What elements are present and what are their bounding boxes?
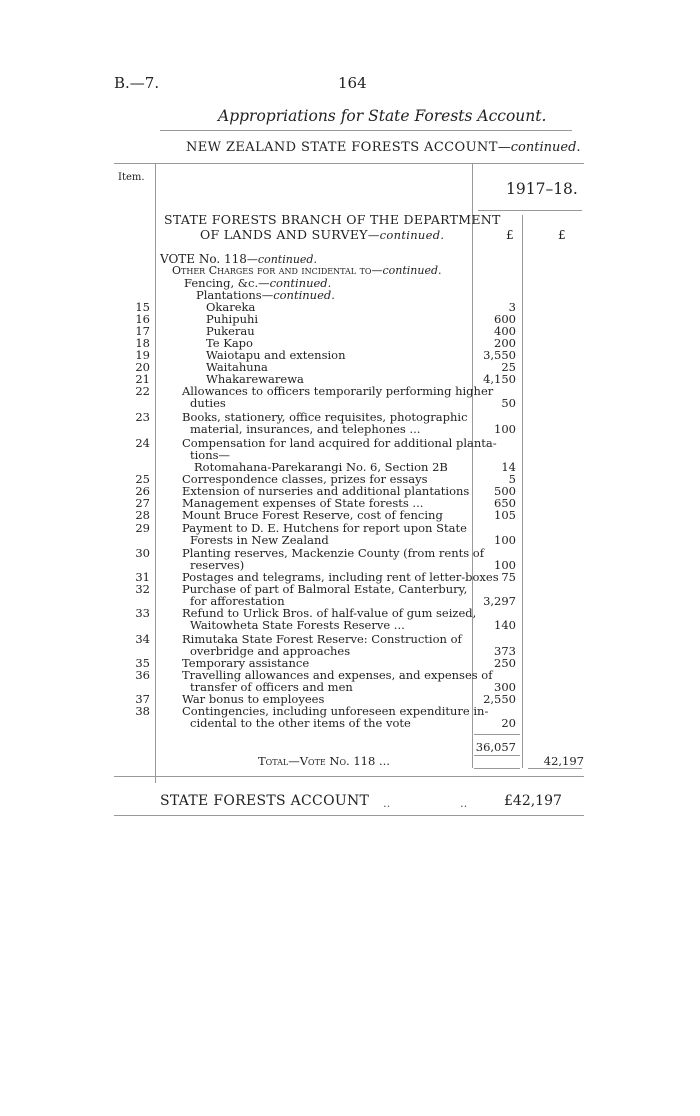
total-rule (474, 768, 520, 769)
item-number: 20 (135, 360, 150, 374)
footer-leader-1: .. (383, 796, 391, 810)
subtotal-under-rule (474, 755, 520, 756)
row-description: Purchase of part of Balmoral Estate, Canterbury, (182, 582, 468, 596)
plantations-text: Plantations (196, 288, 262, 302)
row-amount: 2,550 (483, 692, 516, 706)
item-number: 19 (135, 348, 150, 362)
row-amount: 300 (494, 680, 516, 694)
branch-title-line2 (200, 227, 444, 242)
row-description: Waiotapu and extension (206, 348, 346, 362)
row-amount: 5 (508, 472, 516, 486)
total-rule-right (528, 768, 582, 769)
item-number: 30 (135, 546, 150, 560)
footer-label: STATE FORESTS ACCOUNT (160, 793, 370, 809)
row-description: Puhipuhi (206, 312, 259, 326)
item-column-rule (155, 163, 156, 783)
year-rule (478, 210, 582, 211)
row-amount: 100 (494, 422, 516, 436)
row-description: Okareka (206, 300, 256, 314)
row-description-cont: Waitowheta State Forests Reserve ... (190, 618, 405, 632)
branch-title-line1: STATE FORESTS BRANCH OF THE DEPARTMENT (164, 212, 501, 227)
row-description: Rimutaka State Forest Reserve: Construction of (182, 632, 462, 646)
item-number: 33 (135, 606, 150, 620)
vote-heading-continued: —continued. (246, 253, 317, 266)
footer-amount: £42,197 (504, 793, 562, 809)
item-number: 26 (135, 484, 150, 498)
item-number: 16 (135, 312, 150, 326)
header-rule (160, 130, 572, 131)
fencing-text: Fencing, &c. (184, 276, 259, 290)
row-description: Temporary assistance (182, 656, 310, 670)
row-description: Refund to Urlick Bros. of half-value of gum seized, (182, 606, 477, 620)
row-amount: 25 (501, 360, 516, 374)
account-title (186, 140, 581, 155)
row-description-cont: reserves) (190, 558, 245, 572)
footer-rule (114, 815, 584, 816)
row-description: Whakarewarewa (206, 372, 304, 386)
row-description: Planting reserves, Mackenzie County (from rents of (182, 546, 484, 560)
branch-title-continued: —continued. (367, 228, 445, 242)
row-description-cont: transfer of officers and men (190, 680, 353, 694)
row-description: Extension of nurseries and additional plantations (182, 484, 470, 498)
branch-title-text: OF LANDS AND SURVEY (200, 227, 368, 242)
row-description: Waitahuna (206, 360, 268, 374)
row-description: Mount Bruce Forest Reserve, cost of fencing (182, 508, 443, 522)
total-label: Total—Vote No. 118 ... (258, 754, 390, 768)
row-amount: 50 (501, 396, 516, 410)
row-description-cont: material, insurances, and telephones ... (190, 422, 421, 436)
row-amount: 3 (508, 300, 516, 314)
page-reference: B.—7. (114, 74, 160, 92)
row-amount: 3,297 (483, 594, 516, 608)
subtotal-rule (474, 734, 520, 735)
row-amount: 400 (494, 324, 516, 338)
row-description-cont: overbridge and approaches (190, 644, 351, 658)
currency-header-1: £ (506, 228, 514, 242)
row-amount: 14 (501, 460, 516, 474)
row-description-cont: for afforestation (190, 594, 285, 608)
item-number: 23 (135, 410, 150, 424)
row-description-cont: duties (190, 396, 226, 410)
row-amount: 3,550 (483, 348, 516, 362)
item-number: 27 (135, 496, 150, 510)
currency-header-2: £ (558, 228, 566, 242)
row-description: Management expenses of State forests ... (182, 496, 424, 510)
row-description: Allowances to officers temporarily performing higher (182, 384, 494, 398)
total-amount: 42,197 (543, 754, 584, 768)
row-description-cont: cidental to the other items of the vote (190, 716, 411, 730)
row-amount: 373 (494, 644, 516, 658)
row-description: Payment to D. E. Hutchens for report upon State (182, 521, 467, 535)
row-description: Rotomahana-Parekarangi No. 6, Section 2B (194, 460, 448, 474)
row-amount: 100 (494, 533, 516, 547)
row-description-cont: tions— (190, 448, 231, 462)
account-title-continued: —continued. (497, 140, 581, 155)
other-charges-continued: —continued. (371, 264, 442, 277)
item-number: 24 (135, 436, 150, 450)
item-column-header: Item. (118, 172, 145, 183)
item-number: 17 (135, 324, 150, 338)
row-amount: 100 (494, 558, 516, 572)
year-header: 1917–18. (506, 180, 578, 198)
item-number: 38 (135, 704, 150, 718)
item-number: 21 (135, 372, 150, 386)
row-amount: 140 (494, 618, 516, 632)
item-number: 32 (135, 582, 150, 596)
amount-column-rule-right (522, 215, 523, 768)
item-number: 34 (135, 632, 150, 646)
row-description: Correspondence classes, prizes for essays (182, 472, 428, 486)
table-top-rule (114, 163, 584, 164)
row-amount: 20 (501, 716, 516, 730)
row-amount: 105 (494, 508, 516, 522)
row-description: Pukerau (206, 324, 255, 338)
row-description: Postages and telegrams, including rent of letter-boxes (182, 570, 499, 584)
row-description: Books, stationery, office requisites, photographic (182, 410, 468, 424)
row-amount: 4,150 (483, 372, 516, 386)
subtotal-amount: 36,057 (475, 740, 516, 754)
account-title-text: NEW ZEALAND STATE FORESTS ACCOUNT (186, 140, 498, 155)
row-description: Compensation for land acquired for additional planta- (182, 436, 497, 450)
item-number: 31 (135, 570, 150, 584)
row-amount: 650 (494, 496, 516, 510)
row-amount: 500 (494, 484, 516, 498)
item-number: 29 (135, 521, 150, 535)
row-amount: 75 (501, 570, 516, 584)
item-number: 22 (135, 384, 150, 398)
row-description: War bonus to employees (182, 692, 325, 706)
page-subtitle: Appropriations for State Forests Account. (218, 107, 547, 125)
row-description: Te Kapo (206, 336, 253, 350)
table-bottom-rule (114, 776, 584, 777)
page-number: 164 (338, 74, 367, 92)
item-number: 25 (135, 472, 150, 486)
item-number: 37 (135, 692, 150, 706)
fencing-continued: —continued. (258, 276, 332, 290)
item-number: 28 (135, 508, 150, 522)
item-number: 15 (135, 300, 150, 314)
row-description: Travelling allowances and expenses, and expenses of (182, 668, 493, 682)
item-number: 35 (135, 656, 150, 670)
vote-heading-text: VOTE No. 118 (160, 252, 247, 266)
other-charges-text: Other Charges for and incidental to (172, 264, 372, 277)
row-description: Contingencies, including unforeseen expenditure in- (182, 704, 489, 718)
item-number: 36 (135, 668, 150, 682)
row-amount: 200 (494, 336, 516, 350)
footer-leader-2: .. (460, 796, 468, 810)
plantations-continued: —continued. (261, 288, 335, 302)
row-description-cont: Forests in New Zealand (190, 533, 329, 547)
row-amount: 250 (494, 656, 516, 670)
item-number: 18 (135, 336, 150, 350)
row-amount: 600 (494, 312, 516, 326)
